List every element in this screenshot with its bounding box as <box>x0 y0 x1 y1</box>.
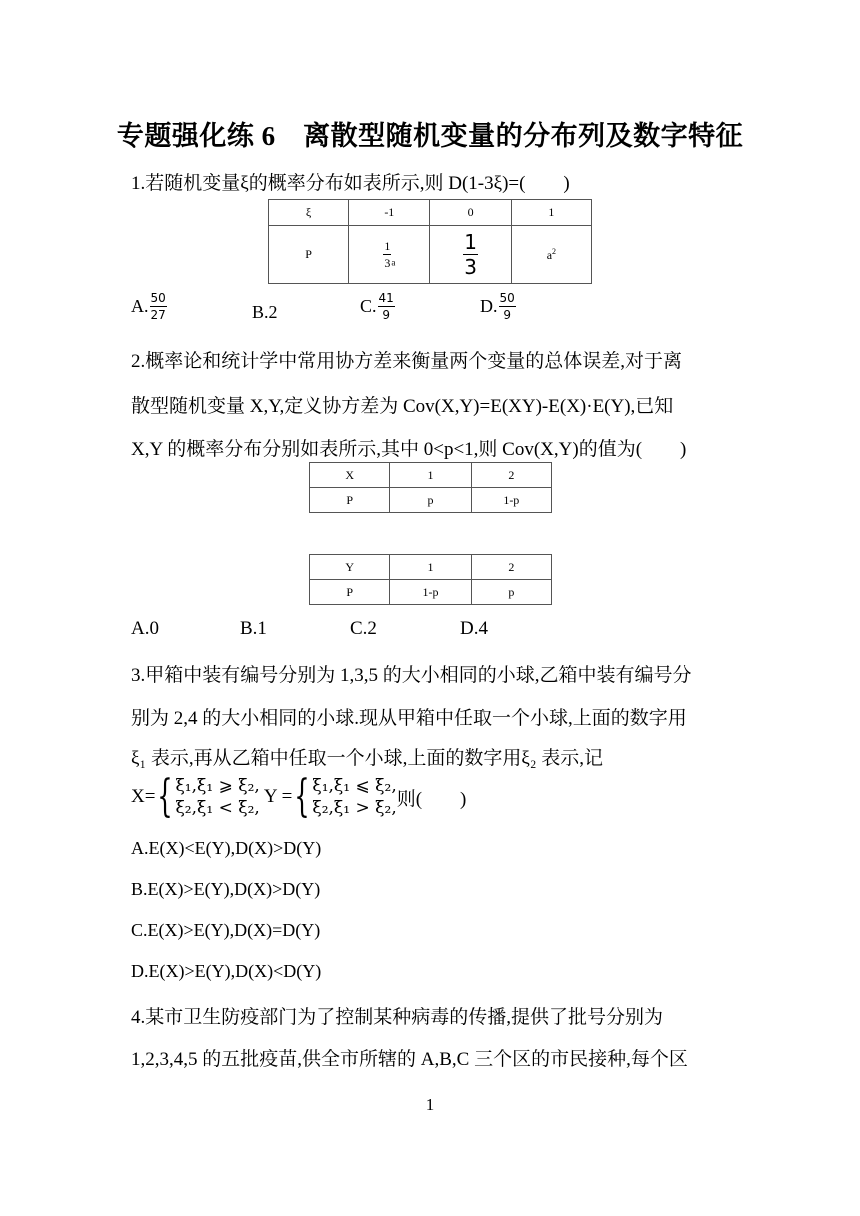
q2-option-c: C.2 <box>350 618 377 639</box>
q2-option-d: D.4 <box>460 618 488 639</box>
left-brace: { <box>294 771 311 822</box>
table-cell: ξ <box>269 200 349 226</box>
q3-line: ξ₁ 表示,再从乙箱中任取一个小球,上面的数字用ξ₂ 表示,记 <box>131 748 603 769</box>
page-number: 1 <box>425 1095 435 1114</box>
fraction: $\frac{1}{3}$ <box>384 239 391 270</box>
q1-distribution-table <box>268 199 592 284</box>
table-cell: 1 <box>390 463 471 488</box>
table-cell: 2 <box>471 555 551 580</box>
table-cell: $\frac{1}{3}$ $_a$ <box>349 226 430 284</box>
q3-line: 3.甲箱中装有编号分别为 1,3,5 的大小相同的小球,乙箱中装有编号分 <box>131 665 692 686</box>
table-cell: 1 <box>390 555 471 580</box>
q2-line: 散型随机变量 X,Y,定义协方差为 Cov(X,Y)=E(XY)-E(X)·E(Y),已知 <box>131 396 674 417</box>
left-brace: { <box>157 771 174 822</box>
q3-option-d: D.E(X)>E(Y),D(X)<D(Y) <box>131 961 322 981</box>
table-cell: p <box>390 488 471 513</box>
fraction: $\frac{50}{27}$ <box>150 291 166 322</box>
table-cell: P <box>310 488 390 513</box>
q3-option-a: A.E(X)<E(Y),D(X)>D(Y) <box>131 838 322 858</box>
q2-option-a: A.0 <box>131 618 159 639</box>
table-cell: 1-p <box>390 580 471 605</box>
table-cell: 0 <box>430 200 511 226</box>
table-cell: p <box>471 580 551 605</box>
q3-piecewise-definition: X= { ξ₁,ξ₁ ⩾ ξ₂, ξ₂,ξ₁ < ξ₂, Y = { ξ₁,ξ₁ ⩽ ξ₂, ξ₂,ξ₁ > ξ₂, 则( ) <box>131 771 467 822</box>
q3-option-b: B.E(X)>E(Y),D(X)>D(Y) <box>131 879 321 899</box>
q1-option-a: A. $\frac{50}{27}$ <box>131 291 166 322</box>
q2-line: X,Y 的概率分布分别如表所示,其中 0<p<1,则 Cov(X,Y)的值为( ) <box>131 439 687 460</box>
table-cell: 1 <box>511 200 591 226</box>
y-cases: ξ₁,ξ₁ ⩽ ξ₂, ξ₂,ξ₁ > ξ₂, <box>312 776 397 818</box>
table-cell: P <box>310 580 390 605</box>
fraction: $\frac{1}{3}$ <box>464 230 477 279</box>
q2-x-table <box>309 462 552 513</box>
table-cell: 1-p <box>471 488 551 513</box>
q1-option-d: D. $\frac{50}{9}$ <box>480 291 515 322</box>
x-cases: ξ₁,ξ₁ ⩾ ξ₂, ξ₂,ξ₁ < ξ₂, <box>175 776 260 818</box>
q2-y-table <box>309 554 552 605</box>
q3-line: 别为 2,4 的大小相同的小球.现从甲箱中任取一个小球,上面的数字用 <box>131 708 687 729</box>
q2-option-b: B.1 <box>240 618 267 639</box>
table-cell: Y <box>310 555 390 580</box>
table-cell: -1 <box>349 200 430 226</box>
table-cell: X <box>310 463 390 488</box>
q1-option-b: B.2 <box>252 302 278 322</box>
q4-line: 1,2,3,4,5 的五批疫苗,供全市所辖的 A,B,C 三个区的市民接种,每个区 <box>131 1049 688 1070</box>
page-title: 专题强化练 6 离散型随机变量的分布列及数字特征 <box>116 121 744 151</box>
table-cell: P <box>269 226 349 284</box>
q2-line: 2.概率论和统计学中常用协方差来衡量两个变量的总体误差,对于离 <box>131 351 683 372</box>
q1-stem: 1.若随机变量ξ的概率分布如表所示,则 D(1-3ξ)=( ) <box>131 173 570 194</box>
table-cell: $a^2$ <box>511 226 591 284</box>
table-cell <box>430 226 511 284</box>
table-cell: 2 <box>471 463 551 488</box>
q1-option-c: C. $\frac{41}{9}$ <box>360 291 394 322</box>
q4-line: 4.某市卫生防疫部门为了控制某种病毒的传播,提供了批号分别为 <box>131 1007 664 1028</box>
fraction: $\frac{50}{9}$ <box>499 291 515 322</box>
q3-option-c: C.E(X)>E(Y),D(X)=D(Y) <box>131 920 321 940</box>
fraction: $\frac{41}{9}$ <box>378 291 394 322</box>
